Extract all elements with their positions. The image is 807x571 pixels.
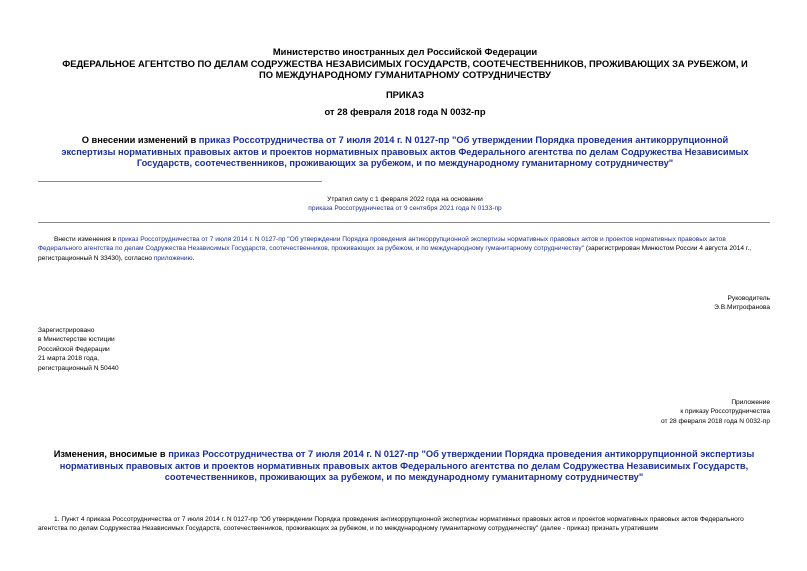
document-header [60,46,750,81]
body-pre: Внести изменения в [54,236,118,243]
signature-name: Э.В.Митрофанова [714,304,770,312]
agency-name: ФЕДЕРАЛЬНОЕ АГЕНТСТВО ПО ДЕЛАМ СОДРУЖЕСТВА НЕЗАВИСИМЫХ ГОСУДАРСТВ, СООТЕЧЕСТВЕННИКОВ, ПРОЖИВАЮЩИХ ЗА РУБЕЖОМ, И ПО МЕЖДУНАРОДНОМУ ГУМАНИТАРНОМУ СОТРУДНИЧЕСТВУ [62,57,748,80]
registration-line: регистрационный N 50440 [38,364,119,372]
item-paragraph-1 [38,515,770,534]
divider-full [38,222,770,223]
body-mid: (зарегистрирован Минюстом России 4 августа 2014 г., регистрационный N 33430), согласно [38,245,752,262]
signature-block [470,294,770,313]
body-paragraph [38,235,770,263]
body-order-link[interactable]: приказ Россотрудничества от 7 июля 2014 г. N 0127-пр "Об утверждении Порядка проведения антикоррупционной экспертизы нормативных правовых актов и проектов нормативных правовых актов Федерального агентства по делам Содружества Независимых Государств, соотечественников, проживающих за рубежом, и по международному гуманитарному сотрудничеству" [38,236,726,253]
registration-line: в Министерстве юстиции [38,336,115,344]
appendix-line: от 28 февраля 2018 года N 0032-пр [660,417,770,425]
changes-title-prefix: Изменения, вносимые в [53,449,169,459]
registration-block [38,326,338,373]
registration-line: Российской Федерации [38,345,110,353]
page-title [60,135,750,170]
ministry-name: Министерство иностранных дел Российской Федерации [272,46,538,57]
appendix-line: Приложение [731,399,770,406]
status-repeal-link[interactable]: приказа Россотрудничества от 9 сентября 2021 года N 0133-пр [308,205,502,213]
changes-order-link[interactable]: приказ Россотрудничества от 7 июля 2014 г. N 0127-пр "Об утверждении Порядка проведения антикоррупционной экспертизы нормативных правовых актов и проектов нормативных правовых актов Федерального агентства по делам Содружества Независимых Государств, соотечественников, проживающих за рубежом, и по международному гуманитарному сотрудничеству" [59,449,755,482]
doc-type [60,89,750,101]
title-prefix: О внесении изменений в [81,135,199,145]
status-line: Утратил силу с 1 февраля 2022 года на основании [327,196,483,203]
appendix-block [470,398,770,426]
doc-date-number [60,106,750,118]
appendix-line: к приказу Россотрудничества [680,408,770,416]
registration-line: 21 марта 2018 года, [38,355,99,363]
divider-short [38,181,322,182]
status-note [60,195,750,214]
signature-position: Руководитель [727,295,770,302]
doc-type-label: ПРИКАЗ [385,89,425,100]
doc-date-number-text: от 28 февраля 2018 года N 0032-пр [324,106,486,117]
body-post: . [192,254,195,262]
body-appendix-link[interactable]: приложению [153,254,193,262]
title-order-link[interactable]: приказ Россотрудничества от 7 июля 2014 г. N 0127-пр "Об утверждении Порядка проведения антикоррупционной экспертизы нормативных правовых актов и проектов нормативных правовых актов Федерального агентства по делам Содружества Независимых Государств, соотечественников, проживающих за рубежом, и по международному гуманитарному сотрудничеству" [61,135,749,168]
registration-line: Зарегистрировано [38,327,95,334]
item-1-text: 1. Пункт 4 приказа Россотрудничества от 7 июля 2014 г. N 0127-пр "Об утверждении Порядка проведения антикоррупционной экспертизы нормативных правовых актов и проектов нормативных правовых актов Федерального агентства по делам Содружества Независимых Государств, соотечественников, проживающих за рубежом, и по международному гуманитарному сотрудничеству" (далее - приказ) признать утратившим [38,516,744,533]
changes-title [38,449,770,484]
